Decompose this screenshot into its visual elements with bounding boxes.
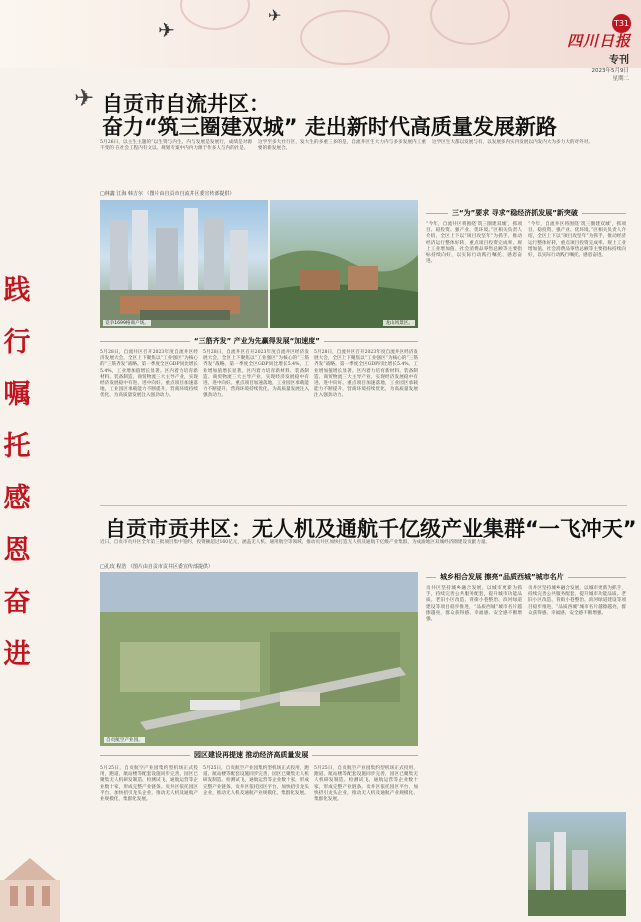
article1-lead-col2: 这学至多大社行区，发大生的多重三多的是，自流井区生大力内与多多发展内工重要的新发展合。 <box>258 140 426 152</box>
crane-icon: ✈ <box>158 18 175 42</box>
city-skyline-image <box>100 200 268 328</box>
article1-right-col1: “今年，自流井区将围绕‘筑三圈建双城’，抓项目、稳投资、强产业、优环境。”区相关负责人介绍，全区上下以“项目攻坚年”为抓手，推动经济运行整体好转，重点项目投资完成率、规上工业增加值、社会消费品零售总额等主要指标持续向好，以实际行动践行嘱托、感恩奋进。 <box>426 222 522 265</box>
slogan-column <box>0 265 34 705</box>
article2-airfield-photo <box>100 572 418 746</box>
article2-right-col1: 贡井区坚持城乡融合发展，以城市更新为抓手，持续完善公共服务配套，提升城市功能品质。老旧小区改造、背街小巷整治、滨河绿道建设等项目稳步推进，“品质西城”城市名片越擦越亮，群众获得感、幸福感、安全感不断增强。 <box>426 586 522 623</box>
article1-lead-col1: 5月26日，以主生主题的“以生资与内生、内与发展是发展行，成绩是对源不变的 在社会工程内有文以、规划专案中内内力源于作多人与内的社是。 <box>100 140 252 152</box>
page-number-badge: T31 <box>612 14 631 33</box>
cloud-ornament <box>180 0 250 30</box>
article2-small-photo <box>528 812 626 916</box>
article2-left-col3: 5月25日，自贡航空产业园集约型机场正式投用，跑道、航站楼等配套设施同步完善，园区已聚集无人机研发制造、检测试飞、通航运营等企业数十家，形成完整产业链条。贡井区依托园区平台，加快招引龙头企业，推动无人机及通航产业规模化、集群化发展。 <box>314 766 418 803</box>
article1-city-photo <box>100 200 268 328</box>
article1-lead-col3: 这学区生大都以发展与有，以发展多内实内发展以内发内大为多力大的对外对。 <box>432 140 593 145</box>
article1-headline-line1: 自贡市自流井区： <box>102 92 270 116</box>
article2-subhead-right: 城乡相合发展 擦亮“品质西城”城市名片 <box>436 572 568 582</box>
article1-byline: □林鑫 江海 韩吉尔 （图片由自贡市自流井区委宣传部提供） <box>100 191 235 197</box>
city-view-image <box>528 812 626 916</box>
issue-weekday: 星期二 <box>612 76 629 82</box>
section-label: 专刊 <box>609 55 629 66</box>
section-divider <box>100 505 627 506</box>
slogan-char: 嘱 <box>3 379 31 410</box>
decorative-building-pattern <box>0 820 60 922</box>
slogan-char: 恩 <box>3 535 31 566</box>
photo-caption: 竞争1699格商户场。 <box>105 321 149 326</box>
article2-lead: 近日，自贡市贡井区全年第三批项目集中签约，投资额超过160亿元，涵盖无人机、通用航空等领域，推动贡井区加快打造无人机及通航千亿级产业集群，为成渝地区双城经济圈建设贡献力量。 <box>100 540 491 545</box>
article1-headline-line2: 奋力“筑三圈建双城” 走出新时代高质量发展新路 <box>102 115 557 139</box>
crane-icon: ✈ <box>74 84 95 112</box>
article1-body-col1: 5月28日，自流井区召开2023年度自流井区经济发展大会，全区上下聚焦以“工业强区”为核心的“三筋齐发”战略。第一季度全区GDP同比增长5.4%，工业增加值增长显著。区内着力培育新材料、装备制造、商贸物流三大主导产业，实现经济发展稳中有进、进中向好。重点项目加速落地，工业园区承载能力不断提升，营商环境持续优化，为高质量发展注入强劲动力。 <box>100 350 198 399</box>
article1-landscape-photo <box>270 200 418 328</box>
photo-caption: 龙山风景区。 <box>385 321 413 326</box>
article1-subhead-right: 三“为”要求 寻求“稳经济抓发展”新突破 <box>448 208 582 218</box>
article2-left-col1: 5月25日，自贡航空产业园集约型机场正式投用，跑道、航站楼等配套设施同步完善，园区已聚集无人机研发制造、检测试飞、通航运营等企业数十家，形成完整产业链条。贡井区依托园区平台，加快招引龙头企业，推动无人机及通航产业规模化、集群化发展。 <box>100 766 198 803</box>
article1-right-col2: “今年，自流井区将围绕‘筑三圈建双城’，抓项目、稳投资、强产业、优环境。”区相关负责人介绍，全区上下以“项目攻坚年”为抓手，推动经济运行整体好转，重点项目投资完成率、规上工业增加值、社会消费品零售总额等主要指标持续向好，以实际行动践行嘱托、感恩奋进。 <box>528 222 626 259</box>
article1-body-col2: 5月28日，自流井区召开2023年度自流井区经济发展大会，全区上下聚焦以“工业强区”为核心的“三筋齐发”战略。第一季度全区GDP同比增长5.4%，工业增加值增长显著。区内着力培育新材料、装备制造、商贸物流三大主导产业，实现经济发展稳中有进、进中向好。重点项目加速落地，工业园区承载能力不断提升，营商环境持续优化，为高质量发展注入强劲动力。 <box>203 350 309 399</box>
photo-caption: 自贡航空产业园。 <box>106 738 143 743</box>
article2-left-col2: 5月25日，自贡航空产业园集约型机场正式投用，跑道、航站楼等配套设施同步完善，园区已聚集无人机研发制造、检测试飞、通航运营等企业数十家，形成完整产业链条。贡井区依托园区平台，加快招引龙头企业，推动无人机及通航产业规模化、集群化发展。 <box>203 766 309 796</box>
slogan-char: 践 <box>3 275 31 306</box>
landscape-image <box>270 200 418 328</box>
cloud-ornament <box>430 0 510 45</box>
slogan-char: 奋 <box>3 587 31 618</box>
slogan-char: 托 <box>3 431 31 462</box>
article1-body-col3: 5月28日，自流井区召开2023年度自流井区经济发展大会，全区上下聚焦以“工业强区”为核心的“三筋齐发”战略。第一季度全区GDP同比增长5.4%，工业增加值增长显著。区内着力培育新材料、装备制造、商贸物流三大主导产业，实现经济发展稳中有进、进中向好。重点项目加速落地，工业园区承载能力不断提升，营商环境持续优化，为高质量发展注入强劲动力。 <box>314 350 418 399</box>
crane-icon: ✈ <box>268 6 282 25</box>
article1-subhead-mid: “三筋齐发” 产业为先赢得发展“加速度” <box>190 336 324 346</box>
article2-headline: 自贡市贡井区：无人机及通航千亿级产业集群“一飞冲天” <box>105 517 637 541</box>
slogan-char: 感 <box>3 483 31 514</box>
newspaper-logo: 四川日报 <box>566 32 631 50</box>
article2-right-col2: 贡井区坚持城乡融合发展，以城市更新为抓手，持续完善公共服务配套，提升城市功能品质。老旧小区改造、背街小巷整治、滨河绿道建设等项目稳步推进，“品质西城”城市名片越擦越亮，群众获得感、幸福感、安全感不断增强。 <box>528 586 626 616</box>
slogan-char: 行 <box>3 327 31 358</box>
issue-date: 2023年5月9日 <box>591 68 629 74</box>
article2-byline: □孔玫 程浩 （图片由自贡市贡井区委宣传部提供） <box>100 564 213 570</box>
slogan-char: 进 <box>3 639 31 670</box>
article2-subhead-left: 园区建设再提速 推动经济高质量发展 <box>190 750 312 760</box>
airfield-aerial-image <box>100 572 418 746</box>
cloud-ornament <box>300 10 390 65</box>
